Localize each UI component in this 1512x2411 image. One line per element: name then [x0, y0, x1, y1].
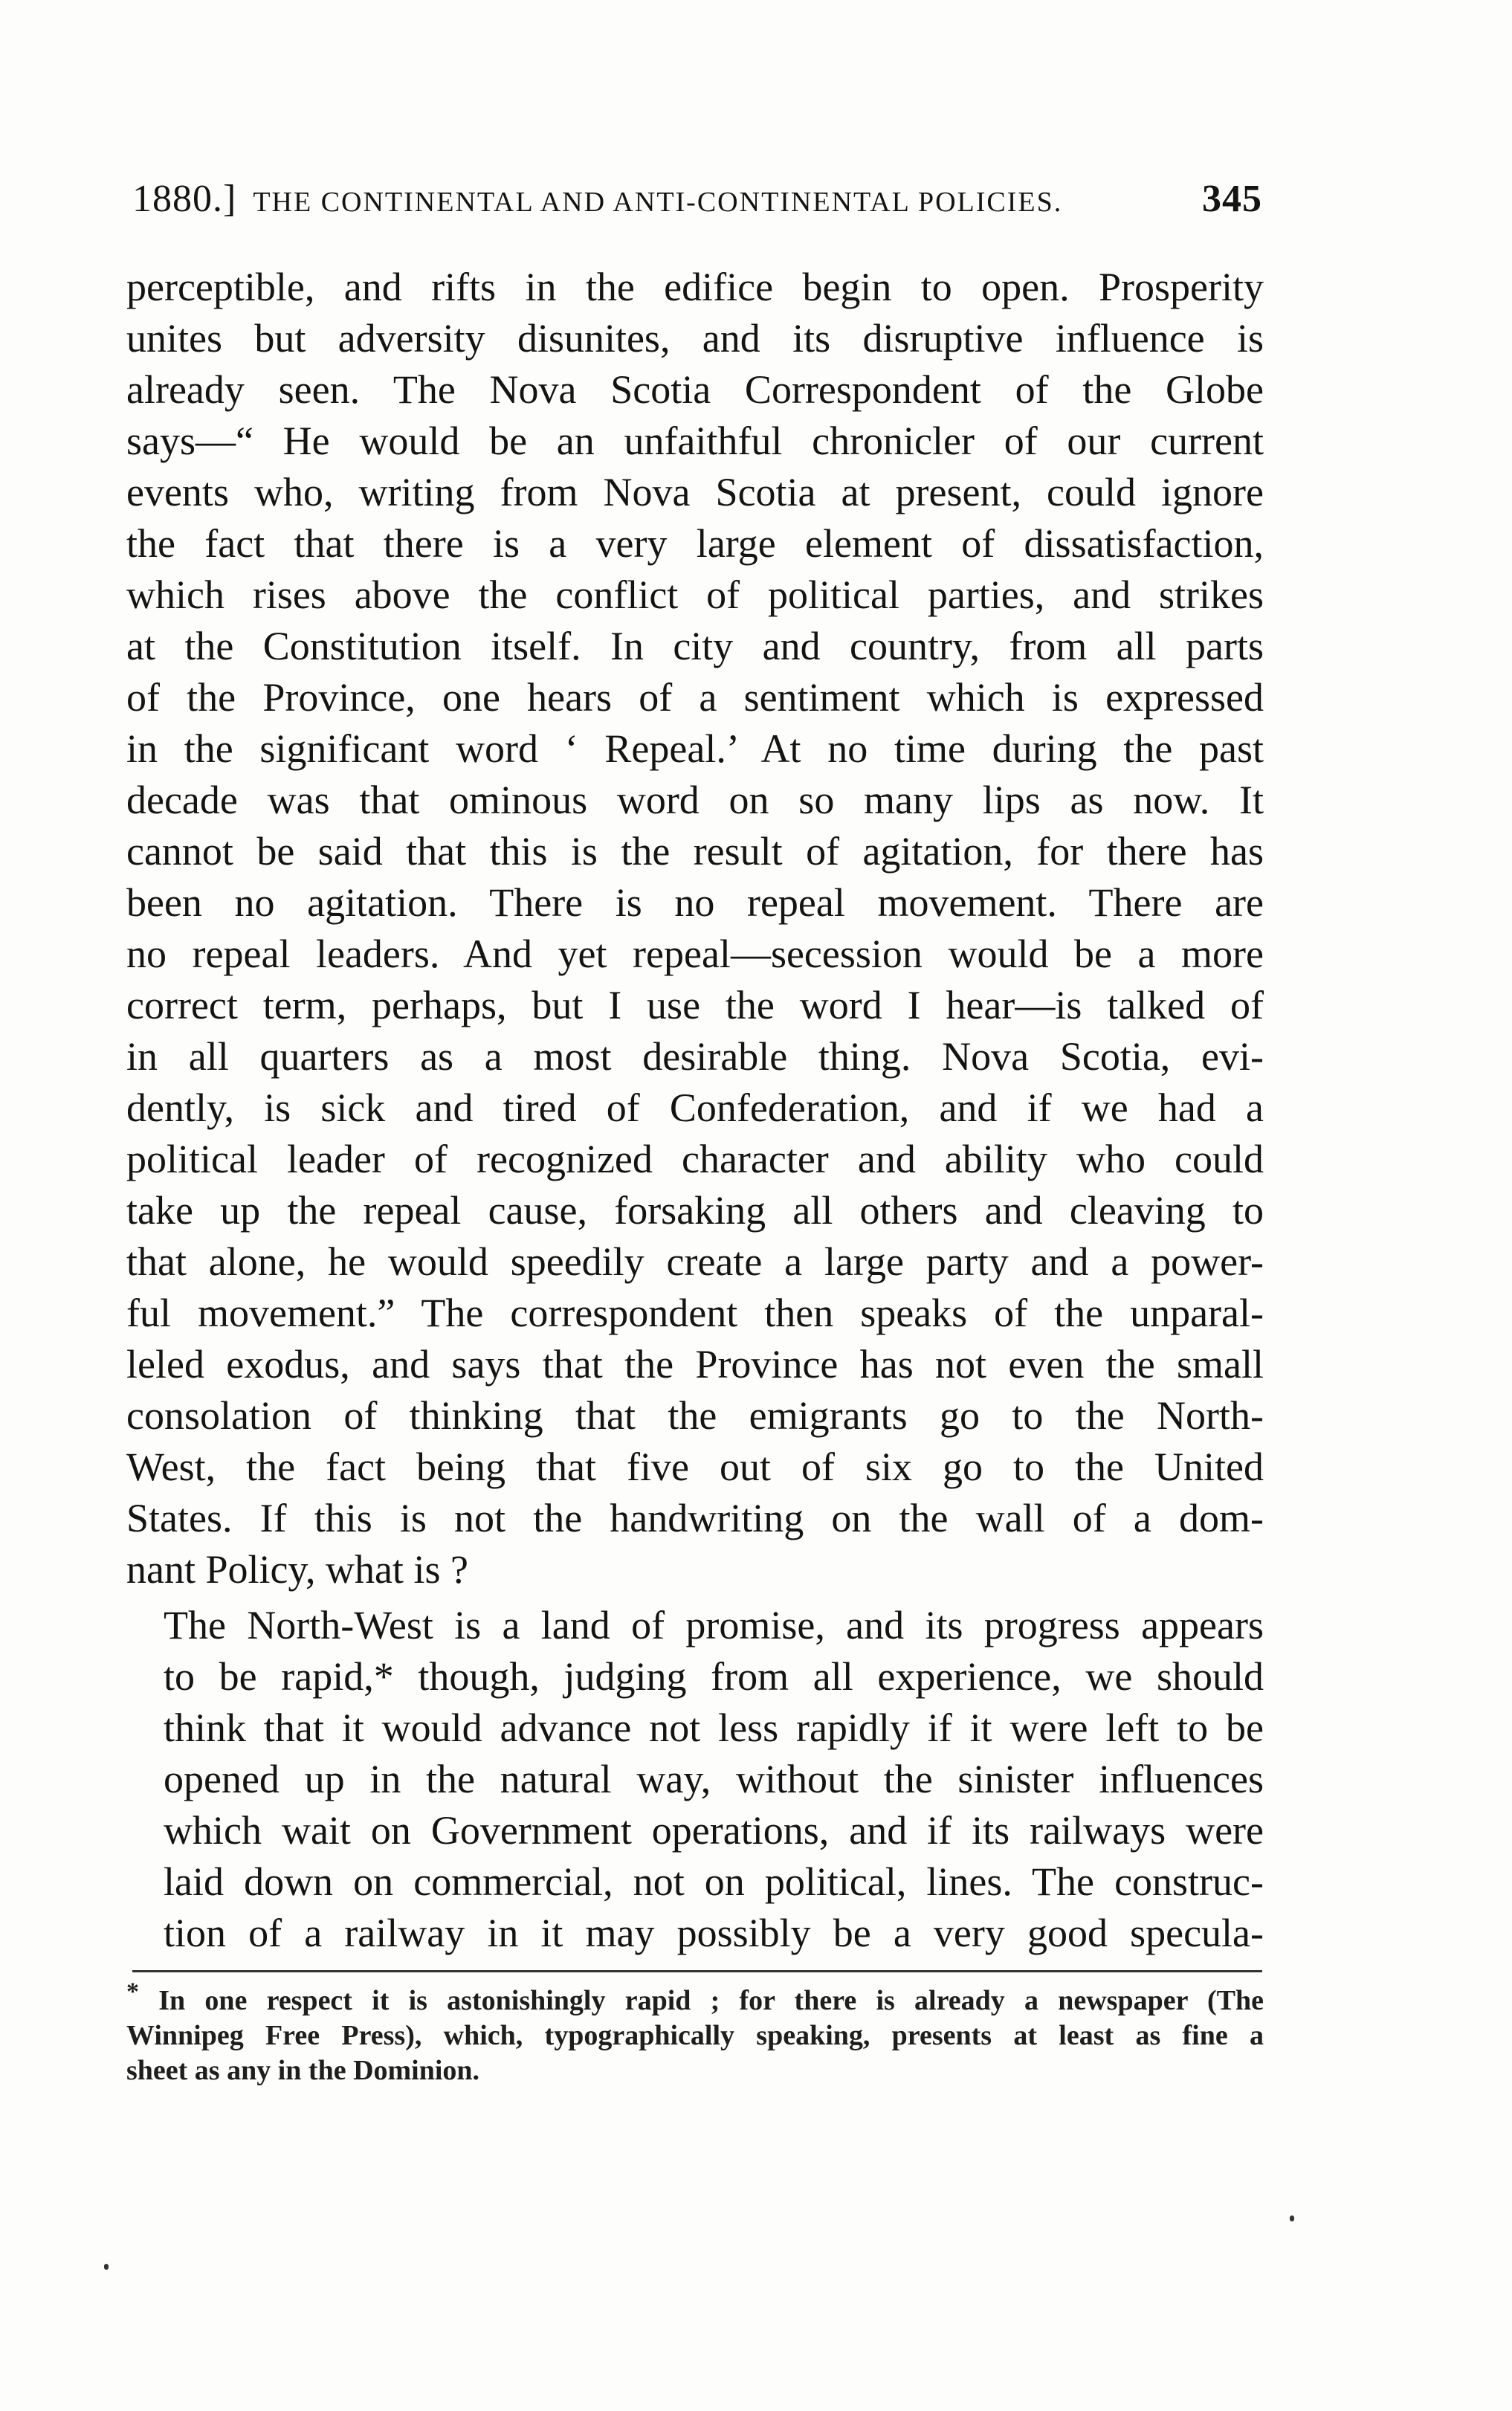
- footnote-line: sheet as any in the Dominion.: [126, 2055, 480, 2086]
- text-line: think that it would advance not less rapidly if it were left to be: [164, 1705, 1264, 1750]
- footnote-text: In one respect it is astonishingly rapid ; for there is already a newspaper (The: [158, 1985, 1264, 2016]
- body-text: [126, 262, 1264, 1959]
- footnote: [126, 1978, 1264, 2088]
- text-line: already seen. The Nova Scotia Correspondent of the Globe: [126, 367, 1264, 412]
- text-line: dently, is sick and tired of Confederation, and if we had a: [126, 1085, 1264, 1130]
- footnote-marker: *: [126, 1978, 139, 2006]
- footnote-line: Winnipeg Free Press), which, typographically speaking, presents at least as fine a: [126, 2020, 1264, 2051]
- text-line: States. If this is not the handwriting on the wall of a dom-: [126, 1496, 1264, 1540]
- text-line: to be rapid,* though, judging from all experience, we should: [164, 1654, 1264, 1699]
- text-line: nant Policy, what is ?: [126, 1547, 468, 1592]
- text-line: unites but adversity disunites, and its disruptive influence is: [126, 316, 1264, 361]
- text-line: which rises above the conflict of political parties, and strikes: [126, 572, 1264, 617]
- paragraph-1: [126, 262, 1264, 1595]
- text-line: decade was that ominous word on so many lips as now. It: [126, 778, 1264, 822]
- running-head: [132, 177, 1262, 229]
- text-line: ful movement.” The correspondent then speaks of the unparal-: [126, 1291, 1264, 1335]
- text-line: in the significant word ‘ Repeal.’ At no time during the past: [126, 726, 1264, 771]
- text-line: cannot be said that this is the result of agitation, for there has: [126, 829, 1264, 874]
- text-line: West, the fact being that five out of six go to the United: [126, 1445, 1264, 1489]
- text-line: says—“ He would be an unfaithful chronicler of our current: [126, 419, 1264, 463]
- text-line: at the Constitution itself. In city and country, from all parts: [126, 624, 1264, 668]
- text-line: tion of a railway in it may possibly be a very good specula-: [164, 1911, 1264, 1955]
- text-line: laid down on commercial, not on political, lines. The construc-: [164, 1859, 1264, 1904]
- text-line: The North-West is a land of promise, and its progress appears: [164, 1603, 1264, 1647]
- text-line: events who, writing from Nova Scotia at present, could ignore: [126, 470, 1264, 514]
- paragraph-2: [126, 1600, 1264, 1959]
- text-line: which wait on Government operations, and if its railways were: [164, 1808, 1264, 1853]
- text-line: that alone, he would speedily create a large party and a power-: [126, 1239, 1264, 1284]
- header-year: 1880.]: [132, 178, 237, 220]
- footnote-divider: [132, 1970, 1262, 1972]
- text-line: leled exodus, and says that the Province has not even the small: [126, 1342, 1264, 1387]
- footnote-line: [126, 1978, 1264, 2018]
- text-line: consolation of thinking that the emigrants go to the North-: [126, 1393, 1264, 1438]
- print-speck: [104, 2264, 109, 2270]
- text-line: of the Province, one hears of a sentiment which is expressed: [126, 675, 1264, 720]
- text-line: no repeal leaders. And yet repeal—secession would be a more: [126, 932, 1264, 976]
- text-line: perceptible, and rifts in the edifice begin to open. Prosperity: [126, 265, 1264, 309]
- text-line: political leader of recognized character and ability who could: [126, 1137, 1264, 1181]
- text-line: been no agitation. There is no repeal movement. There are: [126, 880, 1264, 925]
- text-line: in all quarters as a most desirable thing. Nova Scotia, evi-: [126, 1034, 1264, 1079]
- text-line: opened up in the natural way, without the sinister influences: [164, 1757, 1264, 1801]
- text-line: take up the repeal cause, forsaking all others and cleaving to: [126, 1188, 1264, 1233]
- text-line: the fact that there is a very large element of dissatisfaction,: [126, 521, 1264, 566]
- print-speck: [1290, 2215, 1294, 2221]
- header-title: THE CONTINENTAL AND ANTI-CONTINENTAL POLICIES.: [253, 187, 1063, 218]
- text-line: correct term, perhaps, but I use the word I hear—is talked of: [126, 983, 1264, 1027]
- page-number: 345: [1202, 178, 1262, 220]
